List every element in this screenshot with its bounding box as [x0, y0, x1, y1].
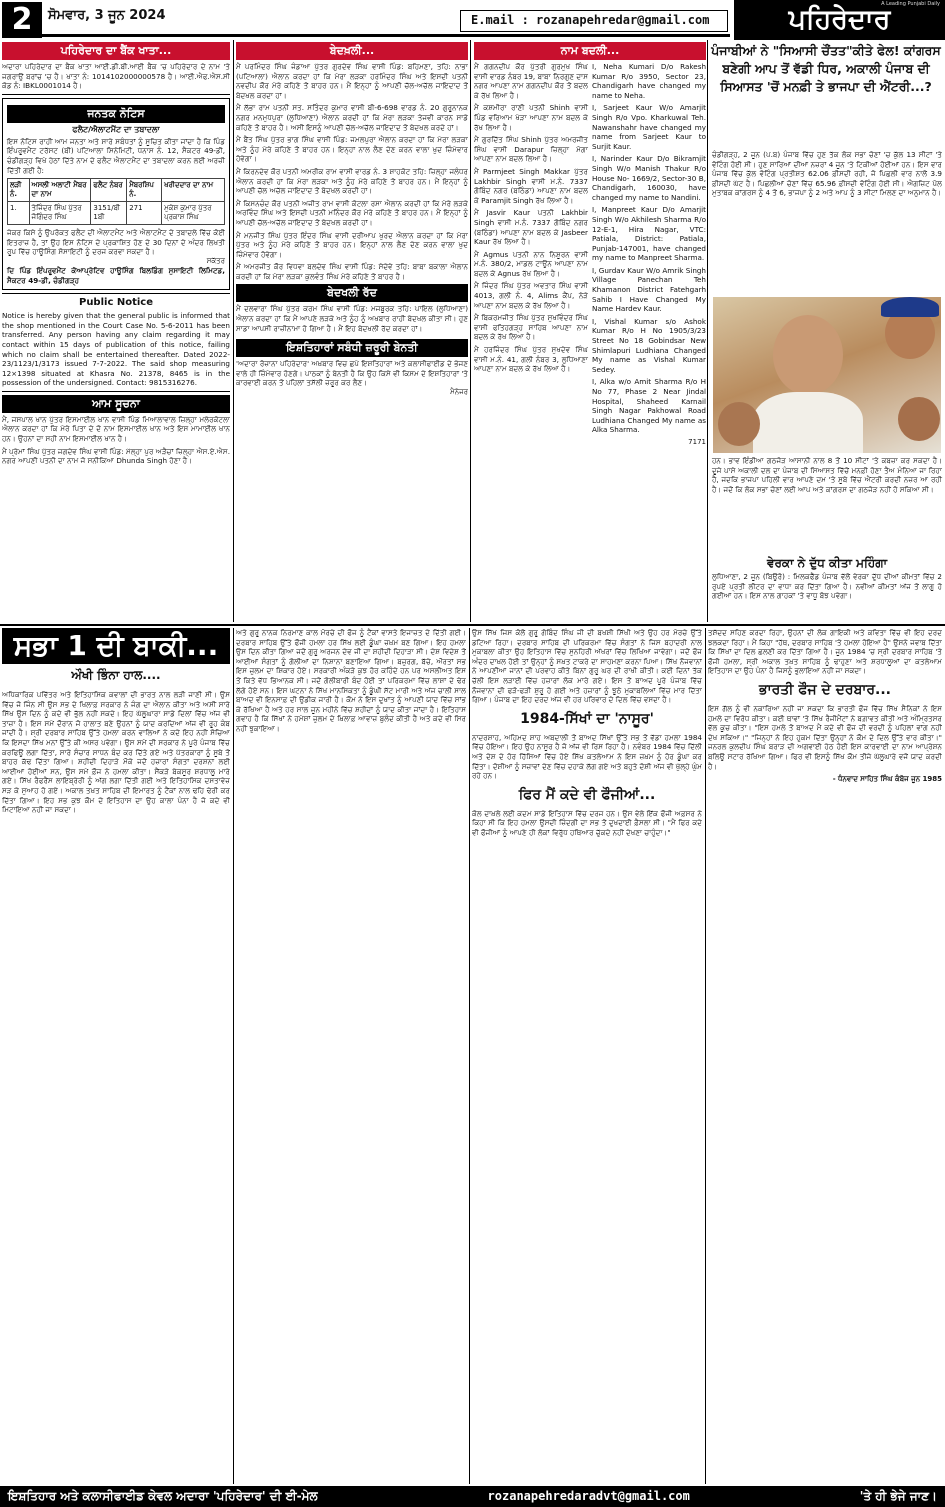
- naam-item-en: I, Sarjeet Kaur W/o Amarjit Singh R/o Vpo. Kharkuwal Teh. Nawanshahr have changed my name from Sarjeet Kaur to Surjit Kaur.: [592, 103, 706, 151]
- naam-item-en: I, Alka w/o Amit Sharma R/o H No 77, Phase 2 Near Jindal Hospital, Shaheed Karnail Singh Nagar Pakhowal Road Ludhiana Changed My name as Alka Sharma.: [592, 377, 706, 435]
- important-text: 'ਅਦਾਰਾ ਰੋਜ਼ਾਨਾ ਪਹਿਰੇਦਾਰ' ਅਖ਼ਬਾਰ ਵਿਚ ਛਪੇ ਇਸ਼ਤਿਹਾਰਾਂ ਅਤੇ ਕਲਾਸੀਫਾਈਡ ਦੇ ਭੇਜਣ ਵਾਲੇ ਹੀ ਜ਼ਿੰਮੇਵਾਰ ਹੋਣਗੇ। ਪਾਠਕਾਂ ਨੂੰ ਬੇਨਤੀ ਹੈ ਕਿ ਉਹ ਕਿਸੇ ਵੀ ਕਿਸਮ ਦੇ ਇਸ਼ਤਿਹਾਰਾਂ 'ਤੇ ਕਾਰਵਾਈ ਕਰਨ ਤੋਂ ਪਹਿਲਾਂ ਤਸੱਲੀ ਜ਼ਰੂਰ ਕਰ ਲੈਣ।: [236, 359, 468, 388]
- naam-item-en: I, Manpreet Kaur D/o Amarjit Singh W/o Akhilesh Sharma R/o 12-E-1, Hira Nagar, VTC: Patiala, District: Patiala, Punjab-147001, have changed my name to Manpreet Sharma.: [592, 205, 706, 263]
- lead-headline[interactable]: ਪੰਜਾਬੀਆਂ ਨੇ "ਸਿਆਸੀ ਚੌਂਤਤ"ਕੀਤੇ ਫੇਲ! ਕਾਂਗਰਸ ਬਣੇਗੀ ਆਪ ਤੋਂ ਵੱਡੀ ਧਿਰ, ਅਕਾਲੀ ਪੰਜਾਬ ਦੀ ਸਿਆਸਤ 'ਚੋਂ ਮਨਫ਼ੀ ਤੇ ਭਾਜਪਾ ਦੀ ਐਂਟਰੀ...?: [711, 43, 941, 94]
- bank-title: ਪਹਿਰੇਦਾਰ ਦਾ ਬੈਂਕ ਖਾਤਾ...: [2, 42, 230, 60]
- naam-code: 7171: [688, 437, 706, 446]
- notice-th: ਲੜੀ ਨੰ.: [8, 179, 30, 202]
- naam-item-en: I, Neha Kumari D/o Rakesh Kumar R/o 3950, Sector 23, Chandigarh have changed my name to Neha.: [592, 62, 706, 100]
- bedakhli-item: ਮੈਂ ਲੱਭਾ ਰਾਮ ਪਤਨੀ ਸਤ. ਸਤਿੰਦਰ ਕੁਮਾਰ ਵਾਸੀ ਬੀ-6-698 ਵਾਰਡ ਨੰ. 20 ਗੁਰੂਨਾਨਕ ਨਗਰ ਮਨਮੁਧਪੁਰਾ (ਲੁਧਿਆਣਾ) ਐਲਾਨ ਕਰਦੀ ਹਾਂ ਕਿ ਮੇਰਾ ਲੜਕਾ ਤੇਜਵੀ ਕਾਰਨ ਸਾਡੇ ਕਹਿਣੇ ਤੋਂ ਬਾਹਰ ਹੈ। ਅਸੀਂ ਇਸਨੂੰ ਆਪਣੀ ਚੱਲ-ਅਚੱਲ ਜਾਇਦਾਦ ਤੋਂ ਬੇਦਖਲ ਕਰਦੇ ਹਾਂ।: [236, 103, 468, 132]
- bedakhli-radd-title: ਬੇਦਖਲੀ ਰੱਦ: [236, 284, 468, 302]
- column-rule: [707, 40, 708, 622]
- column-article-3: [472, 628, 702, 1485]
- aam-suchna-title: ਆਮ ਸੂਚਨਾ: [2, 395, 230, 413]
- fir-fauj-headline: ਫਿਰ ਮੈਂ ਕਦੇ ਵੀ ਫੌਜੀਆਂ...: [518, 786, 656, 803]
- column-bedakhli: [236, 40, 468, 624]
- column-article-2: [236, 628, 466, 1485]
- footer-email[interactable]: rozanapehredaradvt@gmail.com: [487, 1489, 690, 1503]
- bharti-fauj-sign: - ਧੰਨਵਾਦ ਸਾਹਿਤ ਸਿੰਘ ਕੰਬੋਜ ਜੂਨ 1985: [832, 775, 942, 784]
- notice-td: ਮੁਕੇਸ਼ ਕੁਮਾਰ ਪੁੱਤਰ ਪ੍ਰਕਾਸ਼ ਸਿੰਘ: [162, 202, 225, 225]
- fir-fauj-text: ਕੋਲ ਦਾਖ਼ਲੇ ਲਈ ਕਦਮ ਸਾਡੇ ਇਤਿਹਾਸ ਵਿੱਚ ਦਰਜ ਹਨ। ਉਸ ਵੇਲੇ ਇੱਕ ਫੌਜੀ ਅਫ਼ਸਰ ਨੇ ਕਿਹਾ ਸੀ ਕਿ ਇਹ ਹਮਲਾ ਉਸਦੀ ਜ਼ਿੰਦਗੀ ਦਾ ਸਭ ਤੋਂ ਦੁਖਦਾਈ ਫ਼ੈਸਲਾ ਸੀ। "ਮੈਂ ਫਿਰ ਕਦੇ ਵੀ ਫੌਜੀਆਂ ਨੂੰ ਆਪਣੇ ਹੀ ਲੋਕਾਂ ਵਿਰੁੱਧ ਹਥਿਆਰ ਚੁੱਕਦੇ ਨਹੀਂ ਦੇਖਣਾ ਚਾਹੁੰਦਾ।": [472, 808, 702, 837]
- column-rule: [705, 628, 706, 1484]
- photo-turban: [881, 297, 939, 317]
- naam-item-en: I, Narinder Kaur D/o Bikramjit Singh W/o Manish Thakur R/o House No- 1669/2, Sector-30 B, Chandigarh, 160030, have changed my name to Nandini.: [592, 154, 706, 202]
- important-sign: ਮੈਨੇਜਰ: [450, 388, 468, 397]
- lead-body-2: ਹਨ। ਭਾਵ ਇੰਡੀਆ ਗਠਜੋੜ ਆਸਾਨੀ ਨਾਲ 8 ਤੋਂ 10 ਸੀਟਾਂ 'ਤੇ ਕਬਜ਼ਾ ਕਰ ਸਕਦਾ ਹੈ। ਦੂਜੇ ਪਾਸੇ ਅਕਾਲੀ ਦਲ ਦਾ ਪੰਜਾਬ ਦੀ ਸਿਆਸਤ ਵਿੱਚੋਂ ਮਨਫ਼ੀ ਹੋਣਾ ਤੈਅ ਮੰਨਿਆ ਜਾ ਰਿਹਾ ਹੈ, ਜਦਕਿ ਭਾਜਪਾ ਪਹਿਲੀ ਵਾਰ ਆਪਣੇ ਦਮ 'ਤੇ ਸੂਬੇ ਵਿੱਚ ਐਂਟਰੀ ਕਰਦੀ ਨਜ਼ਰ ਆ ਰਹੀ ਹੈ। ਜਦੋਂ ਕਿ ਲੋਕ ਸਭਾ ਚੋਣਾਂ ਲਈ ਆਪ ਅਤੇ ਕਾਂਗਰਸ ਦਾ ਗਠਜੋੜ ਨਹੀਂ ਹੋ ਸਕਿਆ ਸੀ।: [712, 456, 942, 494]
- header-rule: [40, 34, 730, 37]
- article-text: ਤਸ਼ੱਦਦ ਸਹਿਣ ਕਰਦਾ ਰਿਹਾ, ਉਹਨਾਂ ਦੀ ਲੋਕ ਗਾਇਕੀ ਅਤੇ ਕਵਿਤਾ ਵਿੱਚ ਵੀ ਇਹ ਦਰਦ ਝਲਕਦਾ ਰਿਹਾ। ਮੈਂ ਕਿਹਾ "ਹੱਥ, ਦਰਬਾਰ ਸਾਹਿਬ 'ਤੇ ਹਮਲਾ ਹੋਇਆ ਹੈ" ਉਸਨੇ ਜਵਾਬ ਦਿੱਤਾ ਕਿ ਸਿੱਖਾਂ ਦਾ ਦਿਲ ਛਲਣੀ ਕਰ ਦਿੱਤਾ ਗਿਆ ਹੈ। ਜੂਨ 1984 'ਚ ਸ੍ਰੀ ਦਰਬਾਰ ਸਾਹਿਬ 'ਤੇ ਫੌਜੀ ਹਮਲਾ, ਸ੍ਰੀ ਅਕਾਲ ਤਖ਼ਤ ਸਾਹਿਬ ਨੂੰ ਢਾਹੁਣਾ ਅਤੇ ਸ਼ਰਧਾਲੂਆਂ ਦਾ ਕਤਲੇਆਮ ਇਤਿਹਾਸ ਦਾ ਉਹ ਪੰਨਾ ਹੈ ਜਿਸਨੂੰ ਭੁਲਾਇਆ ਨਹੀਂ ਜਾ ਸਕਦਾ।: [708, 628, 942, 676]
- column-left: [2, 40, 230, 624]
- naam-item-pa: ਮੈਂ ਜਿੰਦਰ ਸਿੰਘ ਪੁੱਤਰ ਅਵਤਾਰ ਸਿੰਘ ਵਾਸੀ 4013, ਗਲੀ ਨੰ. 4, Alims ਕੈਂਪ, ਨੇੜੇ ਆਪਣਾ ਨਾਮ ਬਦਲ ਕੇ ਰੱਖ ਲਿਆ ਹੈ।: [474, 281, 588, 310]
- column-article-4: [708, 628, 942, 1485]
- bedakhli-item: ਮੈਂ ਕਿਰਨਦੇਵ ਕੌਰ ਪਤਨੀ ਅਮਰੀਕ ਰਾਮ ਵਾਸੀ ਵਾਰਡ ਨੰ. 3 ਸ਼ਾਹਕੋਟ ਤਹਿ: ਜ਼ਿਲ੍ਹਾ ਜਲੰਧਰ ਐਲਾਨ ਕਰਦੀ ਹਾਂ ਕਿ ਮੇਰਾ ਲੜਕਾ ਅਤੇ ਨੂੰਹ ਮੇਰੇ ਕਹਿਣੇ ਤੋਂ ਬਾਹਰ ਹਨ। ਮੈਂ ਇਨ੍ਹਾਂ ਨੂੰ ਆਪਣੀ ਚੱਲ ਅਚੱਲ ਜਾਇਦਾਦ ਤੋਂ ਬੇਦਖਲ ਕਰਦੀ ਹਾਂ।: [236, 166, 468, 196]
- masthead-tagline: A Leading Punjabi Daily: [881, 1, 940, 7]
- notice-office: ਦਿ ਪਿੰਡ ਇੰਪਰੂਵਮੈਂਟ ਕੋਆਪ੍ਰੇਟਿਵ ਹਾਊਸਿੰਗ ਬਿਲਡਿੰਗ ਸੁਸਾਇਟੀ ਲਿਮਿਟਡ, ਸੈਕਟਰ 49-ਡੀ, ਚੰਡੀਗੜ੍ਹ: [7, 265, 225, 285]
- footer-left-text: ਇਸ਼ਤਿਹਾਰ ਅਤੇ ਕਲਾਸੀਫਾਈਡ ਕੇਵਲ ਅਦਾਰਾ 'ਪਹਿਰੇਦਾਰ' ਦੀ ਈ-ਮੇਲ: [8, 1489, 318, 1503]
- bedakhli-item: ਮੈਂ ਪਰਮਿੰਦਰ ਸਿੰਘ ਜੰਡਾਆ ਪੁੱਤਰ ਗੁਰਦੇਵ ਸਿੰਘ ਵਾਸੀ ਪਿੰਡ: ਬਹਿਮਣਾ, ਤਹਿ: ਨਾਭਾ (ਪਟਿਆਲਾ) ਐਲਾਨ ਕਰਦਾ ਹਾਂ ਕਿ ਮੇਰਾ ਲੜਕਾ ਹਰਮਿੰਦਰ ਸਿੰਘ ਅਤੇ ਇਸਦੀ ਪਤਨੀ ਨਵਦੀਪ ਕੌਰ ਮੇਰੇ ਕਹਿਣੇ ਤੋਂ ਬਾਹਰ ਹਨ। ਮੈਂ ਇਨ੍ਹਾਂ ਨੂੰ ਆਪਣੀ ਚੱਲ-ਅਚੱਲ ਜਾਇਦਾਦ ਤੋਂ ਬੇਦਖਲ ਕਰਦਾ ਹਾਂ।: [236, 62, 468, 100]
- naam-item-pa: ਮੈਂ ਹਰਜਿੰਦਰ ਸਿੰਘ ਪੁੱਤਰ ਸੁਖਦੇਵ ਸਿੰਘ ਵਾਸੀ ਮ.ਨੰ. 41, ਗਲੀ ਨੰਬਰ 3, ਲੁਧਿਆਣਾ ਆਪਣਾ ਨਾਮ ਬਦਲ ਕੇ ਰੱਖ ਲਿਆ ਹੈ।: [474, 345, 588, 374]
- photo-figure: [773, 315, 843, 395]
- public-notice-pa: [2, 98, 230, 290]
- photo-figure: [898, 397, 940, 441]
- notice-td: 271: [127, 202, 162, 225]
- bedakhli-item: ਮੈਂ ਮਨਜੀਤ ਸਿੰਘ ਪੁੱਤਰ ਇੰਦਰ ਸਿੰਘ ਵਾਸੀ ਦਰੀਆਪ ਖੁਰਦ ਐਲਾਨ ਕਰਦਾ ਹਾਂ ਕਿ ਮੇਰਾ ਪੁੱਤਰ ਅਤੇ ਨੂੰਹ ਮੇਰੇ ਕਹਿਣੇ ਤੋਂ ਬਾਹਰ ਹਨ। ਇਨ੍ਹਾਂ ਨਾਲ ਲੈਣ ਦੇਣ ਕਰਨ ਵਾਲਾ ਖੁਦ ਜ਼ਿੰਮੇਵਾਰ ਹੋਵੇਗਾ।: [236, 230, 468, 259]
- notice-subtitle: ਫਲੈਟ/ਐਲਾਟਮੈਂਟ ਦਾ ਤਬਾਦਲਾ: [72, 124, 160, 134]
- footer-bar: [0, 1486, 945, 1507]
- notice-th: ਮੈਂਬਰਸ਼ਿਪ ਨੰ.: [127, 179, 162, 202]
- naam-badli-title: ਨਾਮ ਬਦਲੀ...: [474, 42, 706, 60]
- aam-suchna-item: ਮੈਂ ਪ੍ਰੇਮਾਂ ਸਿੰਘ ਪੁੱਤਰ ਜਗਦੇਵ ਸਿੰਘ ਵਾਸੀ ਪਿੰਡ: ਮੱਲ੍ਹਾ ਪੁਰ ਅੜੈਚਾਂ ਜ਼ਿਲ੍ਹਾ ਐਸ.ਏ.ਐਸ. ਨਗਰ ਆਪਣੀ ਪਤਨੀ ਦਾ ਨਾਮ ਜੋ ਸਨੀਕਿਆ Dhunda Singh ਹੋਣਾ ਹੈ।: [2, 446, 230, 466]
- important-title: ਇਸ਼ਤਿਹਾਰਾਂ ਸਬੰਧੀ ਜ਼ਰੂਰੀ ਬੇਨਤੀ: [236, 339, 468, 357]
- notice-sign: ਸਕੱਤਰ: [206, 256, 225, 265]
- satta-body: ਅਧਿਕਾਰਿਕ ਪਵਿੱਤਰ ਅਤੇ ਇਤਿਹਾਸਿਕ ਕਵਾਲਾਂ ਦੀ ਭਾਰਤ ਨਾਲ ਲੜੀ ਜਾਣੀ ਸੀ। ਉਸ ਵਿੱਚ ਜੋ ਜਿੰਨ ਸੀ ਉਸ ਸਭ ਦੇ ਖਿਲਾਫ਼ ਸਰਕਾਰ ਨੇ ਜੰਗ ਦਾ ਐਲਾਨ ਕੀਤਾ ਅਤੇ ਅਸੀਂ ਸਾਰੇ ਸਿੱਖ ਉਸ ਦਿਨ ਨੂੰ ਕਦੇ ਵੀ ਭੁੱਲ ਨਹੀਂ ਸਕਦੇ। ਇਹ ਘੱਲੂਘਾਰਾ ਸਾਡੇ ਦਿਲਾਂ ਵਿੱਚ ਅੱਜ ਵੀ ਤਾਜ਼ਾ ਹੈ। ਇਸ ਸਮੇਂ ਦੌਰਾਨ ਜੋ ਹਾਲਾਤ ਬਣੇ ਉਹਨਾਂ ਨੂੰ ਯਾਦ ਕਰਦਿਆਂ ਅੱਜ ਵੀ ਰੂਹ ਕੰਬ ਜਾਂਦੀ ਹੈ। ਸ਼੍ਰੀ ਦਰਬਾਰ ਸਾਹਿਬ ਉੱਤੇ ਹਮਲਾ ਕਰਨ ਵਾਲਿਆਂ ਨੇ ਕਦੇ ਇਹ ਨਹੀਂ ਸੋਚਿਆ ਕਿ ਇਸਦਾ ਸਿੱਖ ਮਨਾਂ ਉੱਤੇ ਕੀ ਅਸਰ ਪਵੇਗਾ। ਉਸ ਸਮੇਂ ਦੀ ਸਰਕਾਰ ਨੇ ਪੂਰੇ ਪੰਜਾਬ ਵਿੱਚ ਕਰਫਿਊ ਲਗਾ ਦਿੱਤਾ, ਸਾਰੇ ਸੰਚਾਰ ਸਾਧਨ ਬੰਦ ਕਰ ਦਿੱਤੇ ਗਏ ਅਤੇ ਪੱਤਰਕਾਰਾਂ ਨੂੰ ਸੂਬੇ ਤੋਂ ਬਾਹਰ ਕੱਢ ਦਿੱਤਾ ਗਿਆ। ਸ਼ਹੀਦੀ ਦਿਹਾੜੇ ਮੌਕੇ ਜਦੋਂ ਹਜ਼ਾਰਾਂ ਸੰਗਤਾਂ ਦਰਸ਼ਨਾਂ ਲਈ ਆਈਆਂ ਹੋਈਆਂ ਸਨ, ਉਸ ਸਮੇਂ ਫ਼ੌਜ ਨੇ ਹਮਲਾ ਕੀਤਾ। ਸੈਂਕੜੇ ਬੇਕਸੂਰ ਸ਼ਰਧਾਲੂ ਮਾਰੇ ਗਏ। ਸਿੱਖ ਰੈਫਰੈਂਸ ਲਾਇਬ੍ਰੇਰੀ ਨੂੰ ਅੱਗ ਲਗਾ ਦਿੱਤੀ ਗਈ ਅਤੇ ਇਤਿਹਾਸਿਕ ਦਸਤਾਵੇਜ਼ ਸੜ ਕੇ ਸੁਆਹ ਹੋ ਗਏ। ਅਕਾਲ ਤਖ਼ਤ ਸਾਹਿਬ ਦੀ ਇਮਾਰਤ ਨੂੰ ਟੈਂਕਾਂ ਨਾਲ ਢਹਿ ਢੇਰੀ ਕਰ ਦਿੱਤਾ ਗਿਆ। ਇਹ ਸਭ ਕੁਝ ਕੌਮ ਦੇ ਇਤਿਹਾਸ ਦਾ ਉਹ ਕਾਲਾ ਪੰਨਾ ਹੈ ਜੋ ਕਦੇ ਵੀ ਮਿਟਾਇਆ ਨਹੀਂ ਜਾ ਸਕਦਾ।: [2, 690, 230, 815]
- naam-item-pa: ਮੈਂ ਕਸ਼ਮੀਰਾ ਰਾਣੀ ਪਤਨੀ Shinh ਵਾਸੀ ਪਿੰਡ ਵਰਿਆਮ ਖੇੜਾ ਆਪਣਾ ਨਾਮ ਬਦਲ ਕੇ ਰੱਖ ਲਿਆ ਹੈ।: [474, 103, 588, 132]
- aam-suchna-item: ਮੈਂ, ਜਸਪਾਲ ਖਾਨ ਪੁੱਤਰ ਇਸਮਾਈਲ ਖਾਨ ਵਾਸੀ ਪਿੰਡ ਮਿਆਲਾਵਾਲ ਜ਼ਿਲ੍ਹਾ ਮਲੇਰਕੋਟਲਾ ਐਲਾਨ ਕਰਦਾ ਹਾਂ ਕਿ ਮੇਰੇ ਪਿਤਾ ਦੇ ਦੋ ਨਾਮ ਇਸਮਾਈਲ ਖਾਨ ਅਤੇ ਇਸ ਮਾਮਾਈਲ ਖਾਨ ਹਨ। ਉਹਨਾਂ ਦਾ ਸਹੀ ਨਾਮ ਇਸਮਾਈਲ ਖਾਨ ਹੈ।: [2, 414, 230, 444]
- notice-text-2: ਜੇਕਰ ਕਿਸੇ ਨੂੰ ਉਪਰੋਕਤ ਫਲੈਟ ਦੀ ਐਲਾਟਮੈਂਟ ਅਤੇ ਐਲਾਟਮੈਂਟ ਦੇ ਤਬਾਦਲੇ ਵਿੱਚ ਕੋਈ ਇਤਰਾਜ਼ ਹੈ, ਤਾਂ ਉਹ ਇਸ ਨੋਟਿਸ ਦੇ ਪ੍ਰਕਾਸ਼ਿਤ ਹੋਣ ਦੇ 30 ਦਿਨਾਂ ਦੇ ਅੰਦਰ ਲਿਖਤੀ ਰੂਪ ਵਿੱਚ ਹਾਊਸਿੰਗ ਸੋਸਾਇਟੀ ਨੂੰ ਦਰਜ ਕਰਵਾ ਸਕਦਾ ਹੈ।: [7, 228, 225, 257]
- bedakhli-item: ਮੈਂ ਕਿਸਨਚੰਦ ਕੌਰ ਪਤਨੀ ਅਜੀਤ ਰਾਮ ਵਾਸੀ ਕੋਟਲਾ ਰਸਾ ਐਲਾਨ ਕਰਦੀ ਹਾਂ ਕਿ ਮੇਰੇ ਲੜਕੇ ਅਰਵਿੰਦ ਸਿੰਘ ਅਤੇ ਇਸਦੀ ਪਤਨੀ ਮਨਿੰਦਰ ਕੌਰ ਮੇਰੇ ਕਹਿਣੇ ਤੋਂ ਬਾਹਰ ਹਨ। ਮੈਂ ਇਨ੍ਹਾਂ ਨੂੰ ਆਪਣੀ ਚੱਲ-ਅਚੱਲ ਜਾਇਦਾਦ ਤੋਂ ਬੇਦਖਲ ਕਰਦੀ ਹਾਂ।: [236, 198, 468, 227]
- notice-td: 1.: [8, 202, 30, 225]
- satta-subheadline: ਔਖੀ ਭਿੰਨਾ ਹਾਲ....: [71, 668, 161, 682]
- naam-item-en: I, Vishal Kumar s/o Ashok Kumar R/o H No 1905/3/23 Street No 18 Gobindsar New Shimlapuri Ludhiana Changed My name as Vishal Kumar Sedey.: [592, 316, 706, 374]
- public-notice-en-title: Public Notice: [78, 297, 154, 309]
- notice-td: ਤੇਜਿੰਦਰ ਸਿੰਘ ਪੁੱਤਰ ਜੋਗਿੰਦਰ ਸਿੰਘ: [29, 202, 91, 225]
- column-naam-badli: [474, 40, 706, 624]
- notice-text: ਇਸ ਨੋਟਿਸ ਰਾਹੀਂ ਆਮ ਜਨਤਾ ਅਤੇ ਸਾਰੇ ਸਬੰਧਤਾਂ ਨੂੰ ਸੂਚਿਤ ਕੀਤਾ ਜਾਂਦਾ ਹੈ ਕਿ ਪਿੰਡ ਇੰਪਰੂਵਮੈਂਟ ਟਰੱਸਟ (ਬੀ) ਪਟਿਆਲਾ ਸਿਨੇਮਿਟੀ, ਧਨਾਸ ਨੰ. 12, ਸੈਕਟਰ 49-ਡੀ, ਚੰਡੀਗੜ੍ਹ ਵਿਖੇ ਹੇਠਾਂ ਦਿੱਤੇ ਨਾਮ ਦੇ ਫਲੈਟ ਐਲਾਟਮੈਂਟ ਦਾ ਤਬਾਦਲਾ ਕਰਨ ਲਈ ਅਰਜ਼ੀ ਦਿੱਤੀ ਗਈ ਹੈ:: [7, 136, 225, 175]
- divider: [2, 94, 230, 95]
- notice-th: ਖਰੀਦਦਾਰ ਦਾ ਨਾਮ: [162, 179, 225, 202]
- notice-table: [7, 178, 225, 225]
- naam-item-pa: ਮੈਂ Jasvir Kaur ਪਤਨੀ Lakhbir Singh ਵਾਸੀ ਮ.ਨੰ. 7337 ਗੋਬਿੰਦ ਨਗਰ (ਬਠਿੰਡਾ) ਆਪਣਾ ਨਾਮ ਬਦਲ ਕੇ Jasbeer Kaur ਰੱਖ ਲਿਆ ਹੈ।: [474, 208, 588, 247]
- bedakhli-item: ਮੈਂ ਅਮਰਜੀਤ ਕੌਰ ਵਿਧਵਾ ਬਲਦੇਵ ਸਿੰਘ ਵਾਸੀ ਪਿੰਡ: ਸੇਦੇਵੇ ਤਹਿ: ਬਾਬਾ ਬਕਾਲਾ ਐਲਾਨ ਕਰਦੀ ਹਾਂ ਕਿ ਮੇਰਾ ਲੜਕਾ ਕੁਲਵੰਤ ਸਿੰਘ ਮੇਰੇ ਕਹਿਣੇ ਤੋਂ ਬਾਹਰ ਹੈ।: [236, 262, 468, 281]
- lead-photo: [713, 297, 941, 453]
- photo-figure: [753, 392, 863, 453]
- article-text: ਉਸ ਸਿੱਖ ਜਿਸ ਕੋਲੋਂ ਗੁਰੂ ਗੋਬਿੰਦ ਸਿੰਘ ਜੀ ਦੀ ਬਖਸ਼ੀ ਸਿੱਖੀ ਅਤੇ ਉਹ ਹਰ ਮੋਰਚੇ ਉੱਤੇ ਡਟਿਆ ਰਿਹਾ। ਦਰਬਾਰ ਸਾਹਿਬ ਦੀ ਪਰਿਕਰਮਾ ਵਿੱਚ ਸੰਗਤਾਂ ਨੇ ਜਿਸ ਬਹਾਦਰੀ ਨਾਲ ਮੁਕਾਬਲਾ ਕੀਤਾ ਉਹ ਇਤਿਹਾਸ ਵਿੱਚ ਸੁਨਹਿਰੀ ਅੱਖਰਾਂ ਵਿੱਚ ਲਿਖਿਆ ਜਾਵੇਗਾ। ਜਦੋਂ ਫੌਜ ਅੰਦਰ ਦਾਖ਼ਲ ਹੋਈ ਤਾਂ ਉਨ੍ਹਾਂ ਨੂੰ ਸਖ਼ਤ ਟਾਕਰੇ ਦਾ ਸਾਹਮਣਾ ਕਰਨਾ ਪਿਆ। ਸਿੱਖ ਨੌਜਵਾਨਾਂ ਨੇ ਆਪਣੀਆਂ ਜਾਨਾਂ ਦੀ ਪਰਵਾਹ ਕੀਤੇ ਬਿਨਾਂ ਗੁਰੂ ਘਰ ਦੀ ਰਾਖੀ ਕੀਤੀ। ਕਈ ਦਿਨਾਂ ਤੱਕ ਚੱਲੀ ਇਸ ਲੜਾਈ ਵਿੱਚ ਹਜ਼ਾਰਾਂ ਲੋਕ ਮਾਰੇ ਗਏ। ਇਸ ਤੋਂ ਬਾਅਦ ਪੂਰੇ ਪੰਜਾਬ ਵਿੱਚ ਨੌਜਵਾਨਾਂ ਦੀ ਫੜੋ-ਫੜੀ ਸ਼ੁਰੂ ਹੋ ਗਈ ਅਤੇ ਹਜ਼ਾਰਾਂ ਨੂੰ ਝੂਠੇ ਮੁਕਾਬਲਿਆਂ ਵਿੱਚ ਮਾਰ ਦਿੱਤਾ ਗਿਆ। ਪੰਜਾਬ ਦਾ ਇਹ ਦਰਦ ਅੱਜ ਵੀ ਹਰ ਪਰਿਵਾਰ ਦੇ ਦਿਲ ਵਿੱਚ ਵਸਦਾ ਹੈ।: [472, 628, 702, 705]
- column-rule: [470, 40, 471, 622]
- verka-headline[interactable]: ਵੇਰਕਾ ਨੇ ਦੁੱਧ ਕੀਤਾ ਮਹਿੰਗਾ: [766, 556, 888, 570]
- column-rule: [233, 628, 234, 1484]
- notice-title: ਜਨਤਕ ਨੋਟਿਸ: [7, 105, 225, 123]
- photo-figure: [718, 402, 760, 446]
- bedakhli-item: ਮੈਂ ਬੈਂਤ ਸਿੰਘ ਪੁੱਤਰ ਭਾਗ ਸਿੰਘ ਵਾਸੀ ਪਿੰਡ: ਜਮਲਪੁਰਾ ਐਲਾਨ ਕਰਦਾ ਹਾਂ ਕਿ ਮੇਰਾ ਲੜਕਾ ਅਤੇ ਨੂੰਹ ਮੇਰੇ ਕਹਿਣੇ ਤੋਂ ਬਾਹਰ ਹਨ। ਇਨ੍ਹਾਂ ਨਾਲ ਲੈਣ ਦੇਣ ਕਰਨ ਵਾਲਾ ਖੁਦ ਜ਼ਿੰਮੇਵਾਰ ਹੋਵੇਗਾ।: [236, 135, 468, 164]
- bedakhli-title: ਬੇਦਖ਼ਲੀ...: [236, 42, 468, 60]
- notice-th: ਅਸਲੀ ਅਲਾਟੀ ਮੈਂਬਰ ਦਾ ਨਾਮ: [29, 179, 91, 202]
- naam-item-pa: ਮੈਂ ਬਿਕਰਮਜੀਤ ਸਿੰਘ ਪੁੱਤਰ ਸੁਖਵਿੰਦਰ ਸਿੰਘ ਵਾਸੀ ਫਤਿਹਗੜ੍ਹ ਸਾਹਿਬ ਆਪਣਾ ਨਾਮ ਬਦਲ ਕੇ ਰੱਖ ਲਿਆ ਹੈ।: [474, 313, 588, 342]
- lead-body: ਚੰਡੀਗੜ੍ਹ, 2 ਜੂਨ (ਪ.ਬ) ਪੰਜਾਬ ਵਿੱਚ ਹੁਣ ਤੱਕ ਲੋਕ ਸਭਾ ਚੋਣਾਂ 'ਚ ਕੁੱਲ 13 ਸੀਟਾਂ 'ਤੇ ਵੋਟਿੰਗ ਹੋਈ ਸੀ। ਹੁਣ ਸਾਰਿਆਂ ਦੀਆਂ ਨਜ਼ਰਾਂ 4 ਜੂਨ 'ਤੇ ਟਿਕੀਆਂ ਹੋਈਆਂ ਹਨ। ਇਸ ਵਾਰ ਪੰਜਾਬ ਵਿੱਚ ਕੁੱਲ ਵੋਟਿੰਗ ਪ੍ਰਤੀਸ਼ਤ 62.06 ਫ਼ੀਸਦੀ ਰਹੀ, ਜੋ ਪਿਛਲੀ ਵਾਰ ਨਾਲੋਂ 3.9 ਫ਼ੀਸਦੀ ਘੱਟ ਹੈ। ਪਿਛਲੀਆਂ ਚੋਣਾਂ ਵਿੱਚ 65.96 ਫ਼ੀਸਦੀ ਵੋਟਿੰਗ ਹੋਈ ਸੀ। ਐਗਜ਼ਿਟ ਪੋਲ ਮੁਤਾਬਕ ਕਾਂਗਰਸ ਨੂੰ 4 ਤੋਂ 6, ਭਾਜਪਾ ਨੂੰ 2 ਅਤੇ ਆਪ ਨੂੰ 3 ਸੀਟਾਂ ਮਿਲਣ ਦਾ ਅਨੁਮਾਨ ਹੈ।: [712, 150, 942, 198]
- nasoor-headline: 1984-ਸਿੱਖਾਂ ਦਾ 'ਨਾਸੂਰ': [520, 710, 654, 727]
- divider: [2, 293, 230, 294]
- column-rule: [469, 628, 470, 1484]
- naam-item-pa: ਮੈਂ Agmus ਪਤਨੀ ਨਾਨ ਨਿਸ਼ੂਰਨ ਵਾਸੀ ਮ.ਨੰ. 380/2, ਮਾਡਲ ਟਾਊਨ ਆਪਣਾ ਨਾਮ ਬਦਲ ਕੇ Agnus ਰੱਖ ਲਿਆ ਹੈ।: [474, 249, 588, 278]
- naam-item-pa: ਮੈਂ ਗਗਨਦੀਪ ਕੌਰ ਪੁੱਤਰੀ ਗੁਰਮੁਖ ਸਿੰਘ ਵਾਸੀ ਵਾਰਡ ਨੰਬਰ 19, ਬਾਬਾ ਨਿਰਗੁਣ ਦਾਸ ਨਗਰ ਆਪਣਾ ਨਾਮ ਗਗਨਦੀਪ ਕੌਰ ਤੋਂ ਬਦਲ ਕੇ ਰੱਖ ਲਿਆ ਹੈ।: [474, 62, 588, 100]
- nasoor-text: ਨਾਦਰਸ਼ਾਹ, ਅਹਿਮਦ ਸ਼ਾਹ ਅਬਦਾਲੀ ਤੋਂ ਬਾਅਦ ਸਿੱਖਾਂ ਉੱਤੇ ਸਭ ਤੋਂ ਵੱਡਾ ਹਮਲਾ 1984 ਵਿੱਚ ਹੋਇਆ। ਇਹ ਉਹ ਨਾਸੂਰ ਹੈ ਜੋ ਅੱਜ ਵੀ ਰਿਸ ਰਿਹਾ ਹੈ। ਨਵੰਬਰ 1984 ਵਿੱਚ ਦਿੱਲੀ ਅਤੇ ਦੇਸ਼ ਦੇ ਹੋਰ ਹਿੱਸਿਆਂ ਵਿੱਚ ਹੋਏ ਸਿੱਖ ਕਤਲੇਆਮ ਨੇ ਇਸ ਜ਼ਖ਼ਮ ਨੂੰ ਹੋਰ ਡੂੰਘਾ ਕਰ ਦਿੱਤਾ। ਦੋਸ਼ੀਆਂ ਨੂੰ ਸਜ਼ਾਵਾਂ ਦੇਣ ਵਿੱਚ ਦਹਾਕੇ ਲੱਗ ਗਏ ਅਤੇ ਬਹੁਤੇ ਦੋਸ਼ੀ ਅੱਜ ਵੀ ਖੁੱਲ੍ਹੇ ਘੁੰਮ ਰਹੇ ਹਨ।: [472, 732, 702, 781]
- naam-item-pa: ਮੈਂ ਗੁਰਦਿੱਤ ਸਿੰਘ Shinh ਪੁੱਤਰ ਅਮਰਜੀਤ ਸਿੰਘ ਵਾਸੀ Darapur ਜ਼ਿਲ੍ਹਾ ਮੋਗਾ ਆਪਣਾ ਨਾਮ ਬਦਲ ਲਿਆ ਹੈ।: [474, 135, 588, 164]
- bank-text: ਅਦਾਰਾ ਪਹਿਰੇਦਾਰ ਦਾ ਬੈਂਕ ਖਾਤਾ ਆਈ.ਡੀ.ਬੀ.ਆਈ ਬੈਂਕ 'ਚ ਪਹਿਰੇਦਾਰ ਦੇ ਨਾਮ 'ਤੇ ਜਗਰਾਉਂ ਬਰਾਂਚ 'ਚ ਹੈ। ਖਾਤਾ ਨੰ: 1014102000000578 ਹੈ। ਆਈ.ਐਫ.ਐਸ.ਸੀ ਕੋਡ ਨੰ: IBKL0001014 ਹੈ।: [2, 62, 230, 91]
- masthead-logo: ਪਹਿਰੇਦਾਰ: [734, 0, 945, 40]
- verka-body: ਲੁਧਿਆਣਾ, 2 ਜੂਨ (ਬਿਊਰੋ) : ਮਿਲਕਫੈੱਡ ਪੰਜਾਬ ਵੱਲੋਂ ਵੇਰਕਾ ਦੁੱਧ ਦੀਆਂ ਕੀਮਤਾਂ ਵਿੱਚ 2 ਰੁਪਏ ਪ੍ਰਤੀ ਲੀਟਰ ਦਾ ਵਾਧਾ ਕਰ ਦਿੱਤਾ ਗਿਆ ਹੈ। ਨਵੀਆਂ ਕੀਮਤਾਂ ਅੱਜ ਤੋਂ ਲਾਗੂ ਹੋ ਗਈਆਂ ਹਨ। ਇਸ ਨਾਲ ਗਾਹਕਾਂ 'ਤੇ ਵਾਧੂ ਬੋਝ ਪਵੇਗਾ।: [712, 572, 942, 601]
- notice-th: ਫਲੈਟ ਨੰਬਰ: [91, 179, 127, 202]
- article-text: ਅਤੇ ਗੁਰੂ ਨਾਨਕ ਨਿਰਮਾਣ ਕਾਲ ਮੋਰਚੇ ਦੀ ਫੌਜ ਨੂੰ ਟੈਂਕਾਂ ਵਾਸਤੇ ਇਜਾਜ਼ਤ ਦੇ ਦਿੱਤੀ ਗਈ। ਦਰਬਾਰ ਸਾਹਿਬ ਉੱਤੇ ਫੌਜੀ ਹਮਲਾ ਹਰ ਸਿੱਖ ਲਈ ਡੂੰਘਾ ਜ਼ਖ਼ਮ ਬਣ ਗਿਆ। ਇਹ ਹਮਲਾ ਉਸ ਦਿਨ ਕੀਤਾ ਗਿਆ ਜਦੋਂ ਗੁਰੂ ਅਰਜਨ ਦੇਵ ਜੀ ਦਾ ਸ਼ਹੀਦੀ ਦਿਹਾੜਾ ਸੀ। ਦੇਸ਼ ਵਿਦੇਸ਼ ਤੋਂ ਆਈਆਂ ਸੰਗਤਾਂ ਨੂੰ ਗੋਲੀਆਂ ਦਾ ਨਿਸ਼ਾਨਾ ਬਣਾਇਆ ਗਿਆ। ਬਜ਼ੁਰਗ, ਬੱਚੇ, ਔਰਤਾਂ ਸਭ ਇਸ ਜ਼ੁਲਮ ਦਾ ਸ਼ਿਕਾਰ ਹੋਏ। ਸਰਕਾਰੀ ਅੰਕੜੇ ਕੁਝ ਹੋਰ ਕਹਿੰਦੇ ਹਨ ਪਰ ਅਸਲੀਅਤ ਇਸ ਤੋਂ ਕਿਤੇ ਵੱਧ ਭਿਆਨਕ ਸੀ। ਜਦੋਂ ਗੋਲੀਬਾਰੀ ਬੰਦ ਹੋਈ ਤਾਂ ਪਰਿਕਰਮਾ ਵਿੱਚ ਲਾਸ਼ਾਂ ਦੇ ਢੇਰ ਲੱਗੇ ਹੋਏ ਸਨ। ਇਸ ਘਟਨਾ ਨੇ ਸਿੱਖ ਮਾਨਸਿਕਤਾ ਨੂੰ ਡੂੰਘੀ ਸੱਟ ਮਾਰੀ ਅਤੇ ਅੱਜ ਚਾਲੀ ਸਾਲ ਬਾਅਦ ਵੀ ਇਨਸਾਫ਼ ਦੀ ਉਡੀਕ ਜਾਰੀ ਹੈ। ਕੌਮ ਨੇ ਇਸ ਦੁਖਾਂਤ ਨੂੰ ਆਪਣੀ ਯਾਦ ਵਿੱਚ ਸਾਂਭ ਕੇ ਰੱਖਿਆ ਹੈ ਅਤੇ ਹਰ ਸਾਲ ਜੂਨ ਮਹੀਨੇ ਵਿੱਚ ਸ਼ਹੀਦਾਂ ਨੂੰ ਯਾਦ ਕੀਤਾ ਜਾਂਦਾ ਹੈ। ਇਤਿਹਾਸ ਗਵਾਹ ਹੈ ਕਿ ਸਿੱਖਾਂ ਨੇ ਹਮੇਸ਼ਾਂ ਜ਼ੁਲਮ ਦੇ ਖ਼ਿਲਾਫ਼ ਆਵਾਜ਼ ਬੁਲੰਦ ਕੀਤੀ ਹੈ ਅਤੇ ਕਦੇ ਵੀ ਸਿਰ ਨਹੀਂ ਝੁਕਾਇਆ।: [236, 628, 466, 733]
- section-rule: [0, 624, 945, 626]
- naam-item-pa: ਮੈਂ Parmjeet Singh Makkar ਪੁੱਤਰ Lakhbir Singh ਵਾਸੀ ਮ.ਨੰ. 7337 ਗੋਬਿੰਦ ਨਗਰ (ਬਠਿੰਡਾ) ਆਪਣਾ ਨਾਮ ਬਦਲ ਕੇ Paramjit Singh ਰੱਖ ਲਿਆ ਹੈ।: [474, 166, 588, 205]
- header-email[interactable]: E.mail : rozanapehredar@gmail.com: [460, 10, 728, 32]
- naam-item-en: I, Gurdav Kaur W/o Amrik Singh Village Panechan Teh Khamanon District Fatehgarh Sahib I Have Changed My Name Hardev Kaur.: [592, 265, 706, 314]
- notice-td: 3151/ਬੀ 1ਬੀ: [91, 202, 127, 225]
- page-number: 2: [2, 2, 42, 38]
- bedakhli-radd-text: ਮੈਂ ਦਲਵਾਰਾ ਸਿੰਘ ਪੁੱਤਰ ਕਰਮ ਸਿੰਘ ਵਾਸੀ ਪਿੰਡ: ਮਜਬੂਰਕ ਤਹਿ: ਪਾਇਲ (ਲੁਧਿਆਣਾ) ਐਲਾਨ ਕਰਦਾ ਹਾਂ ਕਿ ਮੈਂ ਆਪਣੇ ਲੜਕੇ ਅਤੇ ਨੂੰਹ ਨੂੰ ਅਖਬਾਰ ਰਾਹੀਂ ਬੇਦਖਲ ਕੀਤਾ ਸੀ। ਹੁਣ ਸਾਡਾ ਆਪਸੀ ਰਾਜ਼ੀਨਾਮਾ ਹੋ ਗਿਆ ਹੈ। ਮੈਂ ਇਹ ਬੇਦਖਲੀ ਰੱਦ ਕਰਦਾ ਹਾਂ।: [236, 304, 468, 333]
- public-notice-en-text: Notice is hereby given that the general public is informed that the shop mentioned in the Court Case No. 5-6-2011 has been transferred. Any person having any claim regarding it may contact within 15 days of publication of this notice, failing which no claim shall be entertained thereafter. Dated 2022-23/1123/1/3173 issued 7-7-2022. The said shop measuring 12×1398 situated at Khasra No. 21378, 8465 is in the possession of the undersigned. Contact: 9815316276.: [2, 311, 230, 388]
- footer-right-text: 'ਤੇ ਹੀ ਭੇਜੇ ਜਾਣ।: [859, 1489, 937, 1503]
- column-rule: [233, 40, 234, 622]
- issue-date: ਸੋਮਵਾਰ, 3 ਜੂਨ 2024: [48, 8, 166, 23]
- satta-headline[interactable]: ਸਭਾ 1 ਦੀ ਬਾਕੀ...: [2, 628, 230, 664]
- divider: [2, 391, 230, 392]
- bharti-fauj-text: ਇਸ ਗੱਲ ਨੂੰ ਵੀ ਨਕਾਰਿਆ ਨਹੀਂ ਜਾ ਸਕਦਾ ਕਿ ਭਾਰਤੀ ਫੌਜ ਵਿੱਚ ਸਿੱਖ ਸੈਨਿਕਾਂ ਨੇ ਇਸ ਹਮਲੇ ਦਾ ਵਿਰੋਧ ਕੀਤਾ। ਕਈ ਥਾਵਾਂ 'ਤੇ ਸਿੱਖ ਰੈਜੀਮੈਂਟਾਂ ਨੇ ਬਗ਼ਾਵਤ ਕੀਤੀ ਅਤੇ ਅੰਮ੍ਰਿਤਸਰ ਵੱਲ ਕੂਚ ਕੀਤਾ। "ਇਸ ਹਮਲੇ ਤੋਂ ਬਾਅਦ ਮੈਂ ਕਦੇ ਵੀ ਫੌਜ ਦੀ ਵਰਦੀ ਨੂੰ ਪਹਿਲਾਂ ਵਾਂਗ ਨਹੀਂ ਦੇਖ ਸਕਿਆ।" "ਜਿਨ੍ਹਾਂ ਨੇ ਇਹ ਹੁਕਮ ਦਿੱਤਾ ਉਨ੍ਹਾਂ ਨੇ ਕੌਮ ਦੇ ਦਿਲ ਉੱਤੇ ਵਾਰ ਕੀਤਾ।" ਜਨਰਲ ਕੁਲਦੀਪ ਸਿੰਘ ਬਰਾੜ ਦੀ ਅਗਵਾਈ ਹੇਠ ਹੋਈ ਇਸ ਕਾਰਵਾਈ ਦਾ ਨਾਮ ਆਪ੍ਰੇਸ਼ਨ ਬਲਿਊ ਸਟਾਰ ਰੱਖਿਆ ਗਿਆ। ਫਿਰ ਵੀ ਇਸਨੂੰ ਸਿੱਖ ਕੌਮ ਤੀਜੇ ਘੱਲੂਘਾਰੇ ਵਜੋਂ ਯਾਦ ਕਰਦੀ ਹੈ।: [708, 703, 942, 771]
- bharti-fauj-headline: ਭਾਰਤੀ ਫੌਜ ਦੇ ਦਰਬਾਰ...: [759, 681, 891, 698]
